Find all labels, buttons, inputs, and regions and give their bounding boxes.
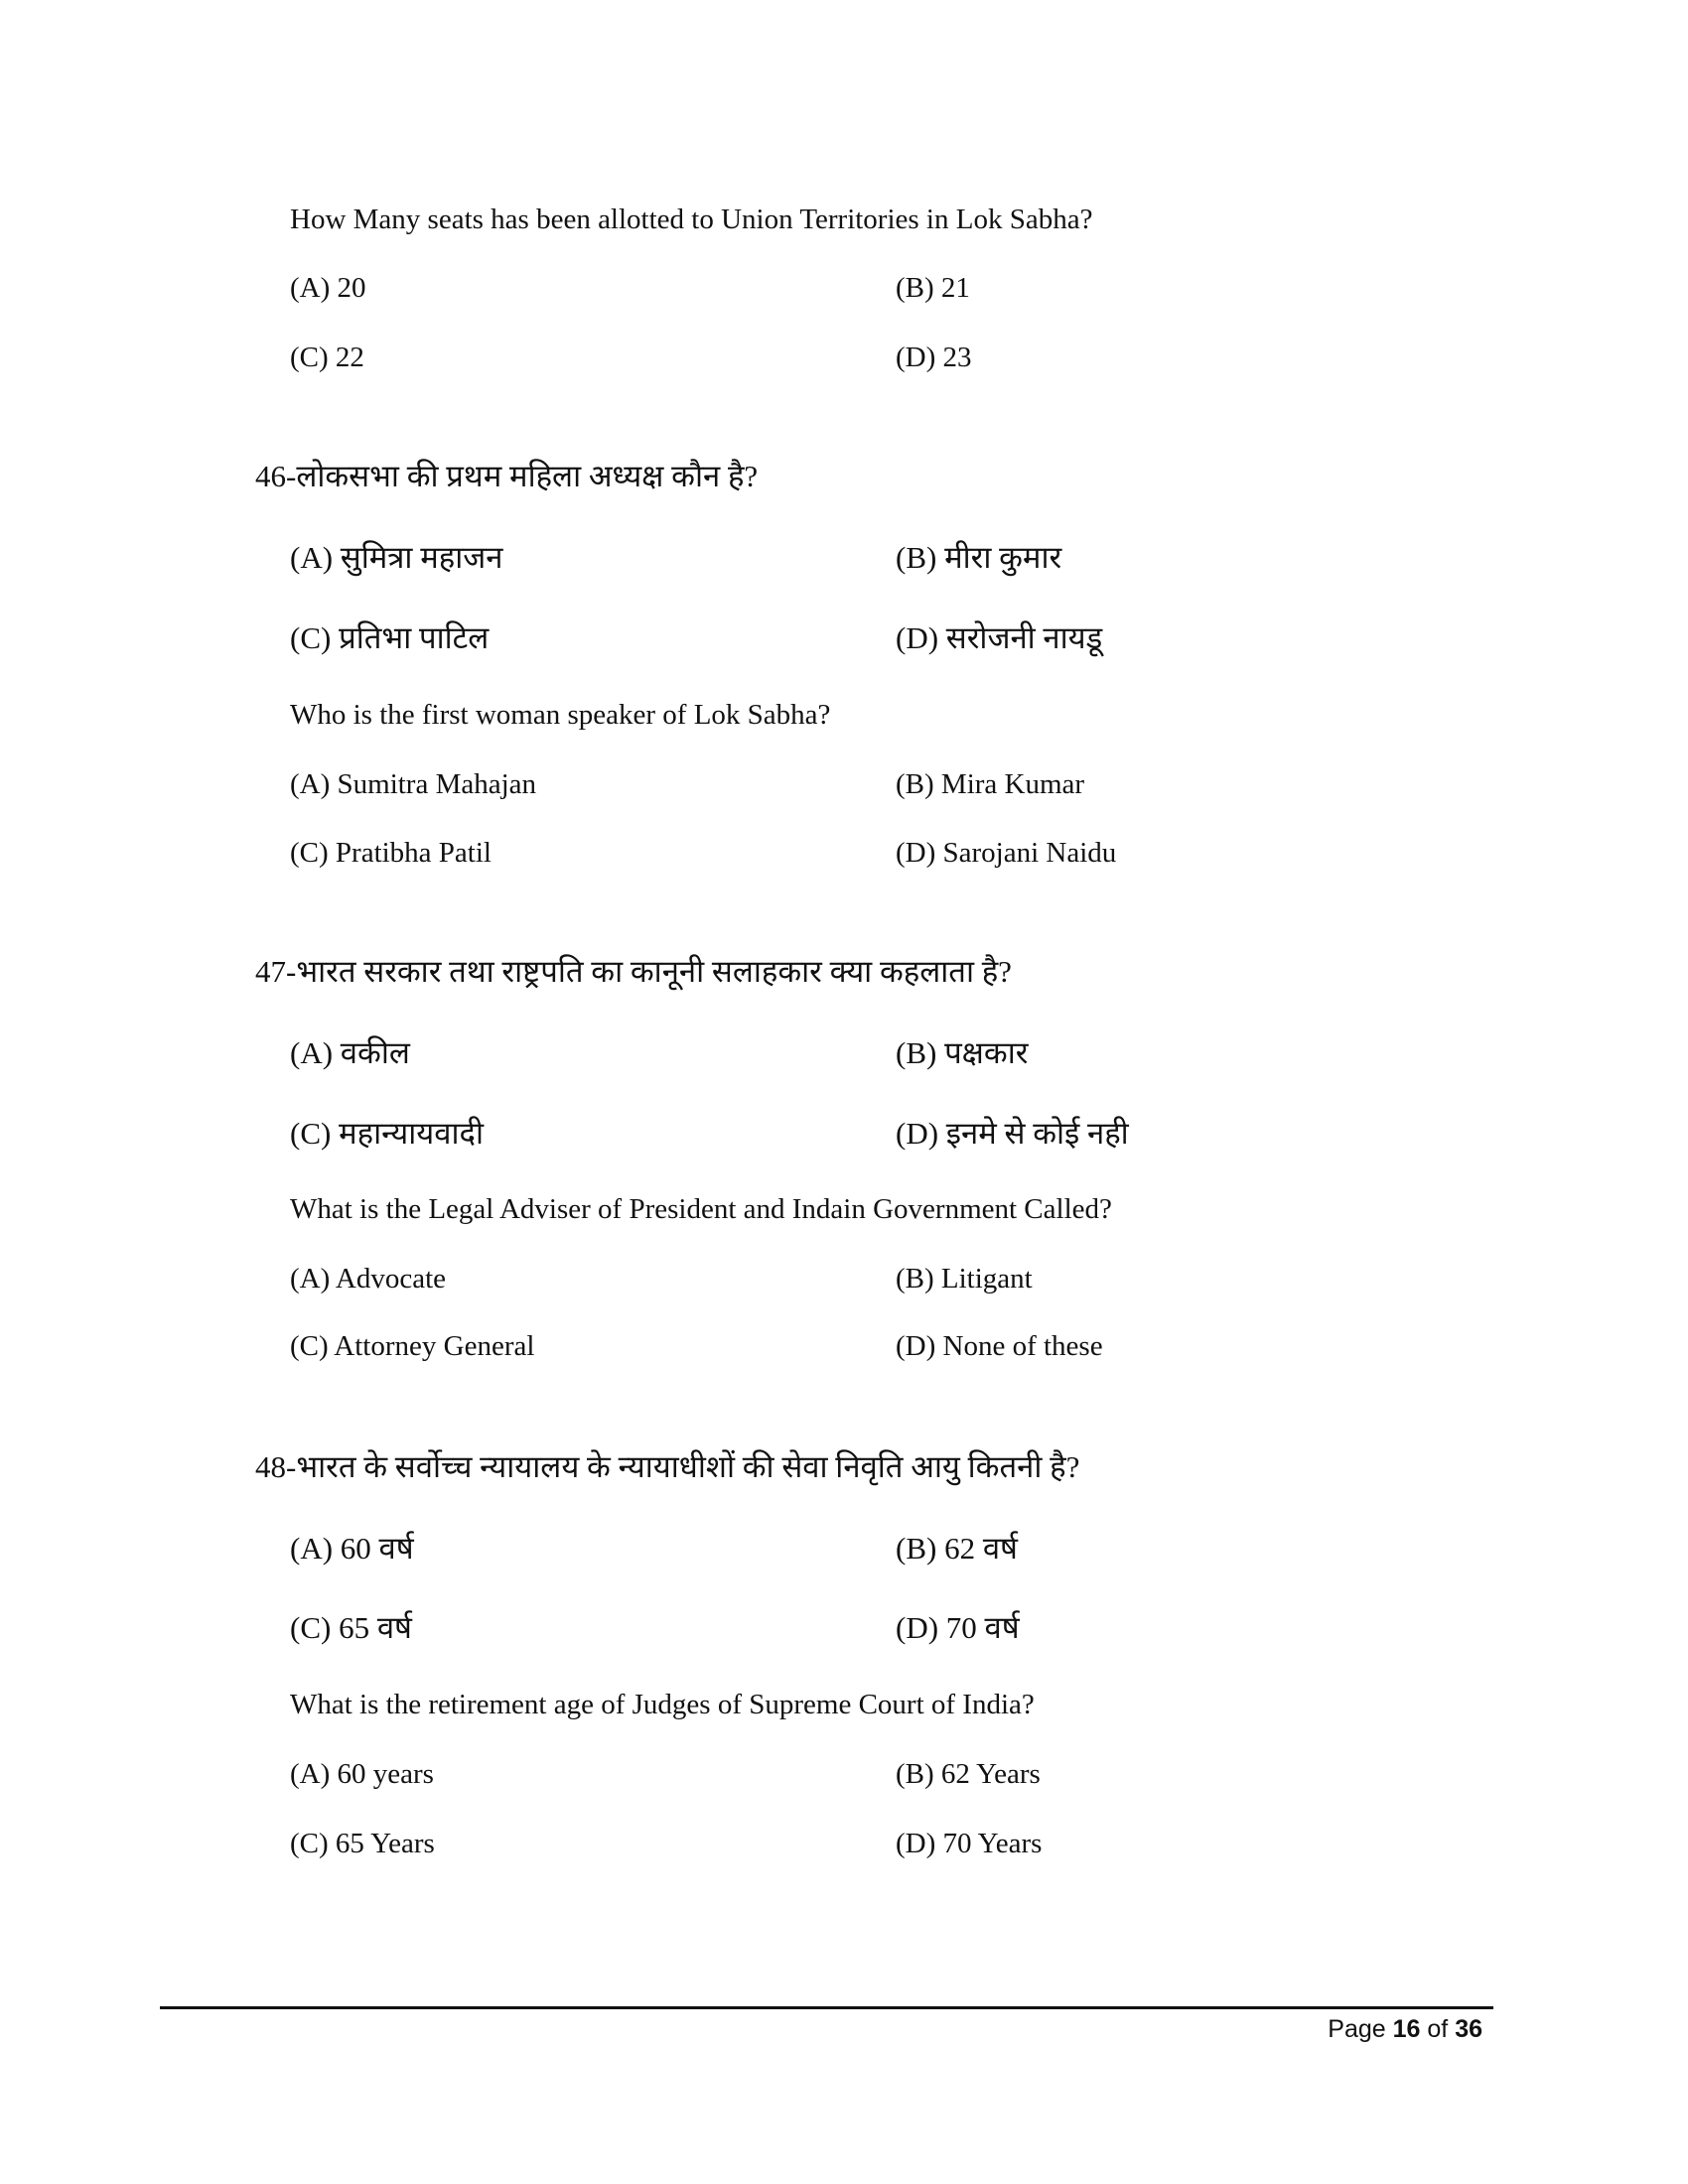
option-b: (B) 62 Years [896, 1758, 1041, 1790]
option-a-hindi: (A) 60 वर्ष [290, 1531, 414, 1566]
question-text-hindi: 47-भारत सरकार तथा राष्ट्रपति का कानूनी सलाहकार क्या कहलाता है? [255, 954, 1012, 989]
option-b-hindi: (B) पक्षकार [896, 1035, 1029, 1070]
option-d: (D) 70 Years [896, 1828, 1043, 1859]
question-text-hindi: 46-लोकसभा की प्रथम महिला अध्यक्ष कौन है? [255, 459, 759, 493]
option-d-hindi: (D) सरोजनी नायडू [896, 620, 1103, 655]
question-text-hindi: 48-भारत के सर्वोच्च न्यायालय के न्यायाधीशों की सेवा निवृति आयु कितनी है? [255, 1449, 1080, 1484]
option-a-hindi: (A) वकील [290, 1035, 410, 1070]
option-d-hindi: (D) 70 वर्ष [896, 1610, 1020, 1645]
option-a-hindi: (A) सुमित्रा महाजन [290, 540, 503, 575]
option-c: (C) 65 Years [290, 1828, 435, 1859]
page-number [1328, 2015, 1482, 2044]
of-label: of [1427, 2015, 1449, 2043]
option-a: (A) Sumitra Mahajan [290, 768, 537, 800]
option-c-hindi: (C) प्रतिभा पाटिल [290, 620, 490, 655]
option-a: (A) 60 years [290, 1758, 434, 1790]
option-d: (D) None of these [896, 1330, 1103, 1362]
option-b-hindi: (B) मीरा कुमार [896, 540, 1062, 575]
option-b: (B) Litigant [896, 1263, 1033, 1295]
option-d: (D) 23 [896, 341, 972, 373]
question-text: How Many seats has been allotted to Union Territories in Lok Sabha? [290, 204, 1093, 235]
option-d-hindi: (D) इनमे से कोई नही [896, 1116, 1129, 1151]
option-b: (B) Mira Kumar [896, 768, 1085, 800]
option-a: (A) Advocate [290, 1263, 447, 1295]
option-b-hindi: (B) 62 वर्ष [896, 1531, 1018, 1566]
option-c: (C) 22 [290, 341, 364, 373]
option-b: (B) 21 [896, 272, 970, 304]
option-c-hindi: (C) महान्यायवादी [290, 1116, 484, 1151]
option-c-hindi: (C) 65 वर्ष [290, 1610, 412, 1645]
option-d: (D) Sarojani Naidu [896, 837, 1117, 869]
option-c: (C) Pratibha Patil [290, 837, 492, 869]
question-text: What is the Legal Adviser of President and Indain Government Called? [290, 1193, 1112, 1225]
page-label: Page [1328, 2015, 1386, 2043]
question-text: Who is the first woman speaker of Lok Sabha? [290, 699, 831, 731]
current-page: 16 [1392, 2015, 1421, 2043]
option-a: (A) 20 [290, 272, 366, 304]
question-text: What is the retirement age of Judges of Supreme Court of India? [290, 1689, 1035, 1720]
option-c: (C) Attorney General [290, 1330, 535, 1362]
total-pages: 36 [1455, 2015, 1482, 2043]
footer-divider [160, 2006, 1493, 2009]
